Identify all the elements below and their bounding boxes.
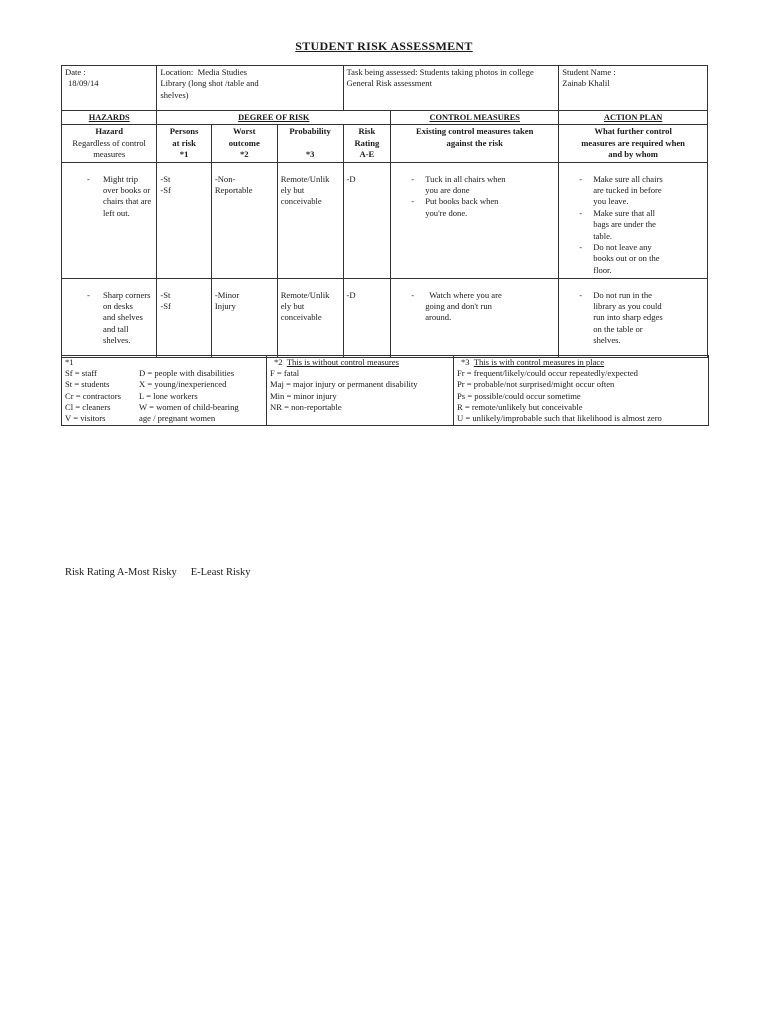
hazard-line: - Sharp corners on desks xyxy=(103,289,151,312)
action-header-l2: measures are required when xyxy=(581,137,685,148)
action-line: bags are under the xyxy=(593,219,656,230)
legend-entry: D = people with disabilities xyxy=(139,368,235,379)
legend-persons-head: *1 xyxy=(65,357,74,367)
rating-header-l2: Rating xyxy=(354,137,380,148)
hazard-header xyxy=(62,125,157,162)
probability-line: conceivable xyxy=(280,312,322,323)
action-line: on the table or xyxy=(593,323,643,334)
table-row xyxy=(62,162,708,278)
list-item xyxy=(579,290,704,347)
worst-header-l2: outcome xyxy=(228,137,260,148)
legend-entry: age / pregnant women xyxy=(139,413,216,424)
location-value: Media Studies xyxy=(197,67,248,77)
legend-entry: U = unlikely/improbable such that likelihood is almost zero xyxy=(457,413,662,424)
probability-header xyxy=(277,125,343,162)
section-action: ACTION PLAN xyxy=(559,111,708,125)
section-hazards: HAZARDS xyxy=(62,111,157,125)
persons-line: -Sf xyxy=(160,301,171,312)
action-header-l3: and by whom xyxy=(608,149,658,160)
legend-outcome-note: This is without control measures xyxy=(286,357,399,367)
control-line: you're done. xyxy=(425,207,468,218)
probability-line: Remote/Unlik xyxy=(280,289,330,300)
footer-most-risky: Risk Rating A-Most Risky xyxy=(65,567,177,578)
action-line: are tucked in before xyxy=(593,185,662,196)
table-row xyxy=(62,278,708,357)
action-cell xyxy=(559,278,708,357)
legend-outcome xyxy=(267,356,454,426)
legend-entry: Pr = probable/not surprised/might occur often xyxy=(457,379,615,390)
location-cell xyxy=(157,66,343,111)
legend-persons xyxy=(62,356,267,426)
legend-entry: Ps = possible/could occur sometime xyxy=(457,390,581,401)
list-item xyxy=(411,196,555,219)
legend-probability xyxy=(454,356,709,426)
rating-header-l3: A-E xyxy=(359,149,375,160)
legend-probability-note: This is with control measures in place xyxy=(473,357,605,367)
persons-line: -St xyxy=(160,289,171,300)
worst-header xyxy=(211,125,277,162)
section-degree: DEGREE OF RISK xyxy=(157,111,391,125)
hazard-cell xyxy=(62,162,157,278)
risk-rating-footer xyxy=(65,567,265,578)
legend-entry: W = women of child-bearing xyxy=(139,401,239,412)
section-header-row xyxy=(62,111,708,125)
action-line: - Do not run in the xyxy=(593,289,652,300)
date-value: 18/09/14 xyxy=(68,78,99,89)
legend-entry: F = fatal xyxy=(270,368,300,379)
legend-entry: R = remote/unlikely but conceivable xyxy=(457,401,583,412)
worst-cell xyxy=(211,162,277,278)
legend-entry: X = young/inexperienced xyxy=(139,379,227,390)
legend-entry: Maj = major injury or permanent disability xyxy=(270,379,418,390)
control-cell xyxy=(391,278,559,357)
legend-entry: Min = minor injury xyxy=(270,390,337,401)
control-line: - Put books back when xyxy=(425,196,499,207)
worst-line: Injury xyxy=(214,301,236,312)
legend-outcome-head: *2 xyxy=(274,357,283,367)
location-line3: shelves) xyxy=(160,89,189,100)
location-label: Location: xyxy=(160,67,194,77)
task-line2: General Risk assessment xyxy=(346,78,432,89)
legend-entry: Fr = frequent/likely/could occur repeatedly/expected xyxy=(457,368,638,379)
hazard-line: and shelves and tall xyxy=(103,312,143,334)
date-cell xyxy=(62,66,157,111)
action-line: table. xyxy=(593,230,613,241)
probability-header-l3: *3 xyxy=(305,149,315,160)
control-header-l1: Existing control measures taken xyxy=(416,126,534,137)
control-line: you are done xyxy=(425,185,470,196)
location-line2: Library (long shot /table and xyxy=(160,78,259,89)
action-line: - Make sure all chairs xyxy=(593,173,663,184)
probability-line: ely but xyxy=(280,301,305,312)
hazard-header-sub: Regardless of control measures xyxy=(72,137,146,160)
hazard-cell xyxy=(62,278,157,357)
legend-probability-head: *3 xyxy=(461,357,470,367)
student-name: Zainab Khalil xyxy=(562,78,610,89)
control-line: going and don't run xyxy=(425,301,492,312)
hazard-header-title: Hazard xyxy=(95,126,124,137)
date-label: Date : xyxy=(65,67,86,77)
action-line: books out or on the xyxy=(593,253,660,264)
probability-header-l1: Probability xyxy=(289,126,331,137)
control-header-l2: against the risk xyxy=(446,137,503,148)
worst-line: -Minor xyxy=(214,289,240,300)
action-line: - Do not leave any xyxy=(593,242,652,253)
worst-cell xyxy=(211,278,277,357)
control-header xyxy=(391,125,559,162)
legend-entry: Sf = staff xyxy=(65,368,97,379)
legend-entry: Cl = cleaners xyxy=(65,401,111,412)
persons-header-l2: at risk xyxy=(172,137,196,148)
worst-header-l3: *2 xyxy=(239,149,249,160)
legend-entry: St = students xyxy=(65,379,110,390)
legend-entry: L = lone workers xyxy=(139,390,198,401)
persons-header xyxy=(157,125,211,162)
action-line: run into sharp edges xyxy=(593,312,663,323)
list-item xyxy=(579,174,704,208)
probability-cell xyxy=(277,278,343,357)
control-line: - Watch where you are xyxy=(429,289,502,300)
student-label: Student Name : xyxy=(562,67,616,77)
section-control: CONTROL MEASURES xyxy=(391,111,559,125)
task-line1: Task being assessed: Students taking photos in college xyxy=(346,67,534,77)
action-line: shelves. xyxy=(593,335,621,346)
list-item xyxy=(411,290,555,324)
worst-header-l1: Worst xyxy=(233,126,256,137)
probability-line: Remote/Unlik xyxy=(280,173,330,184)
worst-line: Reportable xyxy=(214,185,253,196)
action-header xyxy=(559,125,708,162)
persons-cell xyxy=(157,278,211,357)
action-line: you leave. xyxy=(593,196,629,207)
list-item xyxy=(579,242,704,276)
control-line: around. xyxy=(425,312,452,323)
column-header-row xyxy=(62,125,708,162)
list-item xyxy=(579,208,704,242)
persons-cell xyxy=(157,162,211,278)
page-title: STUDENT RISK ASSESSMENT xyxy=(295,39,473,53)
persons-line: -St xyxy=(160,173,171,184)
rating-cell: -D xyxy=(343,278,391,357)
probability-line: ely but xyxy=(280,185,305,196)
legend-entry: NR = non-reportable xyxy=(270,401,342,412)
persons-header-l3: *1 xyxy=(179,149,189,160)
footer-least-risky: E-Least Risky xyxy=(190,567,251,578)
probability-cell xyxy=(277,162,343,278)
hazard-line: chairs that are left out. xyxy=(103,196,152,218)
worst-line: -Non- xyxy=(214,173,236,184)
rating-header xyxy=(343,125,391,162)
legend-entry: V = visitors xyxy=(65,413,106,424)
action-header-l1: What further control xyxy=(594,126,672,137)
student-cell xyxy=(559,66,708,111)
list-item xyxy=(411,174,555,197)
risk-assessment-table xyxy=(61,65,708,358)
hazard-line: shelves. xyxy=(103,335,131,346)
persons-line: -Sf xyxy=(160,185,171,196)
rating-header-l1: Risk xyxy=(358,126,376,137)
probability-line: conceivable xyxy=(280,196,322,207)
action-line: library as you could xyxy=(593,301,662,312)
action-line: - Make sure that all xyxy=(593,207,656,218)
control-line: - Tuck in all chairs when xyxy=(425,173,506,184)
info-row xyxy=(62,66,708,111)
persons-header-l1: Persons xyxy=(169,126,199,137)
rating-cell: -D xyxy=(343,162,391,278)
action-cell xyxy=(559,162,708,278)
legend-entry: Cr = contractors xyxy=(65,390,121,401)
action-line: floor. xyxy=(593,264,612,275)
task-cell xyxy=(343,66,559,111)
hazard-line: - Might trip over books or xyxy=(103,173,151,196)
legend-table xyxy=(61,355,709,426)
control-cell xyxy=(391,162,559,278)
